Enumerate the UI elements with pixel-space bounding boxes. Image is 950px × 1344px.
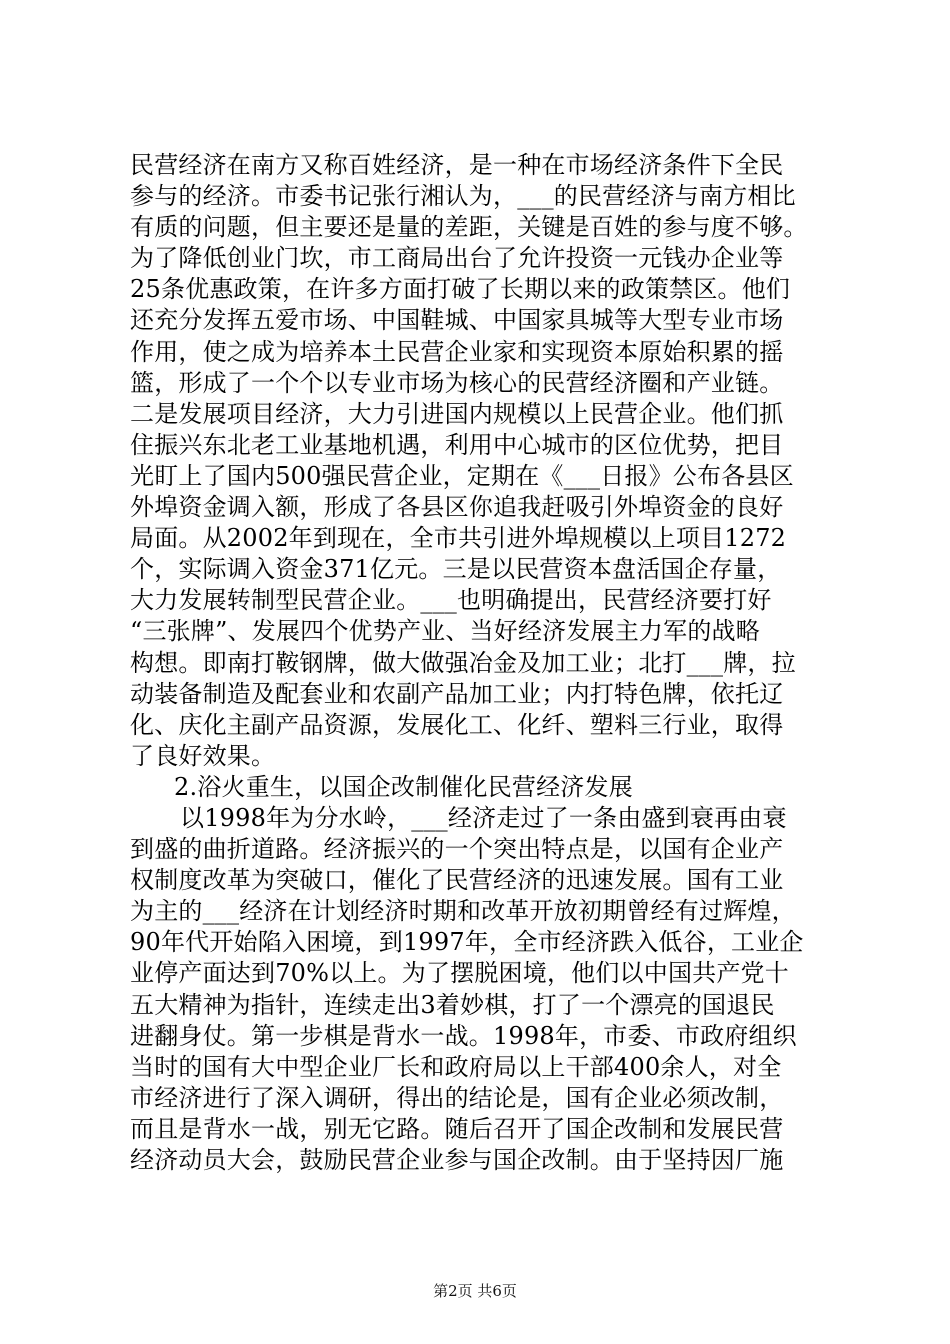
text-line: 而且是背水一战，别无它路。随后召开了国企改制和发展民营 [130, 1114, 784, 1143]
text-line: 为主的___经济在计划经济时期和改革开放初期曾经有过辉煌， [130, 897, 796, 926]
text-line: 了良好效果。 [130, 741, 276, 770]
text-line: 有质的问题，但主要还是量的差距，关键是百姓的参与度不够。 [130, 213, 808, 242]
text-line: 大力发展转制型民营企业。___也明确提出，民营经济要打好 [130, 586, 772, 615]
text-line: 民营经济在南方又称百姓经济，是一种在市场经济条件下全民 [130, 151, 784, 179]
text-line: 个，实际调入资金371亿元。三是以民营资本盘活国企存量， [130, 555, 782, 584]
text-line: 业停产面达到70%以上。为了摆脱困境，他们以中国共产党十 [130, 959, 789, 988]
section-heading: 2.浴火重生，以国企改制催化民营经济发展 [174, 772, 633, 801]
text-line: 作用，使之成为培养本土民营企业家和实现资本原始积累的摇 [130, 337, 784, 366]
text-line: 进翻身仗。第一步棋是背水一战。1998年，市委、市政府组织 [130, 1021, 797, 1050]
text-line: 权制度改革为突破口，催化了民营经济的迅速发展。国有工业 [130, 866, 784, 895]
text-line: 以1998年为分水岭，___经济走过了一条由盛到衰再由衰 [180, 803, 787, 832]
text-line: 篮，形成了一个个以专业市场为核心的民营经济圈和产业链。 [130, 368, 784, 397]
text-line: 还充分发挥五爱市场、中国鞋城、中国家具城等大型专业市场 [130, 306, 784, 335]
text-line: 到盛的曲折道路。经济振兴的一个突出特点是，以国有企业产 [130, 835, 784, 864]
body-text [130, 150, 830, 1176]
text-line: 市经济进行了深入调研，得出的结论是，国有企业必须改制， [130, 1083, 784, 1112]
text-line: 25条优惠政策，在许多方面打破了长期以来的政策禁区。他们 [130, 275, 791, 304]
text-line: 外埠资金调入额，形成了各县区你追我赶吸引外埠资金的良好 [130, 493, 784, 522]
text-line: 化、庆化主副产品资源，发展化工、化纤、塑料三行业，取得 [130, 710, 784, 739]
text-line: 动装备制造及配套业和农副产品加工业；内打特色牌，依托辽 [130, 679, 784, 708]
text-line: 构想。即南打鞍钢牌，做大做强冶金及加工业；北打___牌，拉 [130, 648, 796, 677]
text-line: 二是发展项目经济，大力引进国内规模以上民营企业。他们抓 [130, 399, 784, 428]
text-line: 局面。从2002年到现在，全市共引进外埠规模以上项目1272 [130, 524, 787, 553]
text-line: 五大精神为指针，连续走出3着妙棋，打了一个漂亮的国退民 [130, 990, 775, 1019]
page-number-footer: 第2页 共6页 [433, 1282, 517, 1300]
text-line: 经济动员大会，鼓励民营企业参与国企改制。由于坚持因厂施 [130, 1146, 784, 1174]
text-line: 光盯上了国内500强民营企业，定期在《___日报》公布各县区 [130, 461, 794, 490]
text-line: “三张牌”、发展四个优势产业、当好经济发展主力军的战略 [130, 617, 760, 646]
text-line: 为了降低创业门坎，市工商局出台了允许投资一元钱办企业等 [130, 244, 784, 273]
text-line: 当时的国有大中型企业厂长和政府局以上干部400余人，对全 [130, 1052, 782, 1081]
text-line: 参与的经济。市委书记张行湘认为，___的民营经济与南方相比 [130, 182, 796, 211]
text-line: 住振兴东北老工业基地机遇，利用中心城市的区位优势，把目 [130, 430, 784, 459]
text-line: 90年代开始陷入困境，到1997年，全市经济跌入低谷，工业企 [130, 928, 804, 957]
